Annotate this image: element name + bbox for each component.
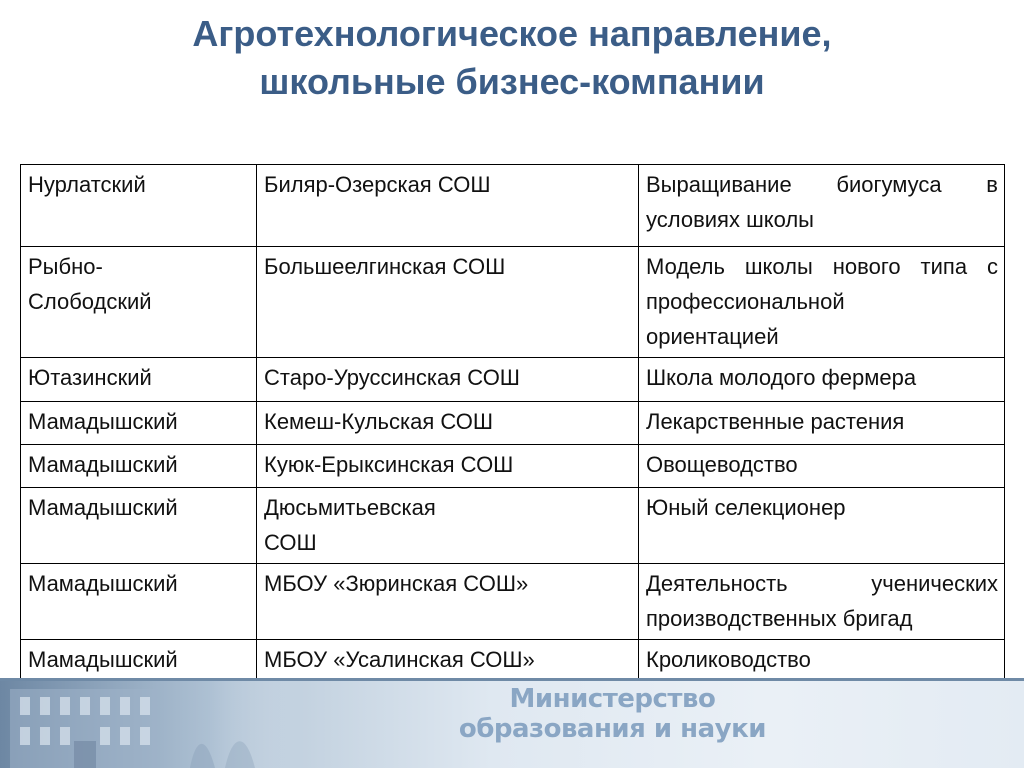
ministry-logo-text <box>459 684 766 744</box>
table-row <box>21 640 1005 683</box>
title-line-2: школьные бизнес-компании <box>259 61 765 102</box>
district-cell: Рыбно- Слободский <box>21 247 257 358</box>
table-row <box>21 488 1005 564</box>
activity-cell: Школа молодого фермера <box>639 358 1005 402</box>
activity-cell: Кролиководство <box>639 640 1005 683</box>
activity-cell: Выращивание биогумуса в условиях школы <box>639 165 1005 247</box>
activity-cell: Лекарственные растения <box>639 402 1005 445</box>
school-cell: Кемеш-Кульская СОШ <box>257 402 639 445</box>
page-title <box>0 10 1024 106</box>
school-cell: Большеелгинская СОШ <box>257 247 639 358</box>
school-cell: Старо-Уруссинская СОШ <box>257 358 639 402</box>
district-cell: Нурлатский <box>21 165 257 247</box>
district-cell: Ютазинский <box>21 358 257 402</box>
district-cell: Мамадышский <box>21 402 257 445</box>
school-cell: МБОУ «Зюринская СОШ» <box>257 564 639 640</box>
table-row <box>21 247 1005 358</box>
district-cell: Мамадышский <box>21 564 257 640</box>
school-cell: Дюсьмитьевская СОШ <box>257 488 639 564</box>
table-row <box>21 402 1005 445</box>
school-cell: Биляр-Озерская СОШ <box>257 165 639 247</box>
district-cell: Мамадышский <box>21 488 257 564</box>
table-row <box>21 165 1005 247</box>
building-photo-icon <box>0 681 300 768</box>
schools-table <box>20 164 1005 683</box>
title-line-1: Агротехнологическое направление, <box>192 13 832 54</box>
table-row <box>21 358 1005 402</box>
activity-cell: Модель школы нового типа с профессиональной ориентацией <box>639 247 1005 358</box>
table-row <box>21 564 1005 640</box>
activity-cell: Овощеводство <box>639 445 1005 488</box>
footer-banner <box>0 678 1024 768</box>
district-cell: Мамадышский <box>21 640 257 683</box>
district-cell: Мамадышский <box>21 445 257 488</box>
school-cell: Куюк-Ерыксинская СОШ <box>257 445 639 488</box>
ministry-line-1: Министерство <box>509 684 716 714</box>
ministry-line-2: образования и науки <box>458 714 766 744</box>
activity-cell: Деятельность ученических производственных бригад <box>639 564 1005 640</box>
activity-cell: Юный селекционер <box>639 488 1005 564</box>
table-row <box>21 445 1005 488</box>
school-cell: МБОУ «Усалинская СОШ» <box>257 640 639 683</box>
